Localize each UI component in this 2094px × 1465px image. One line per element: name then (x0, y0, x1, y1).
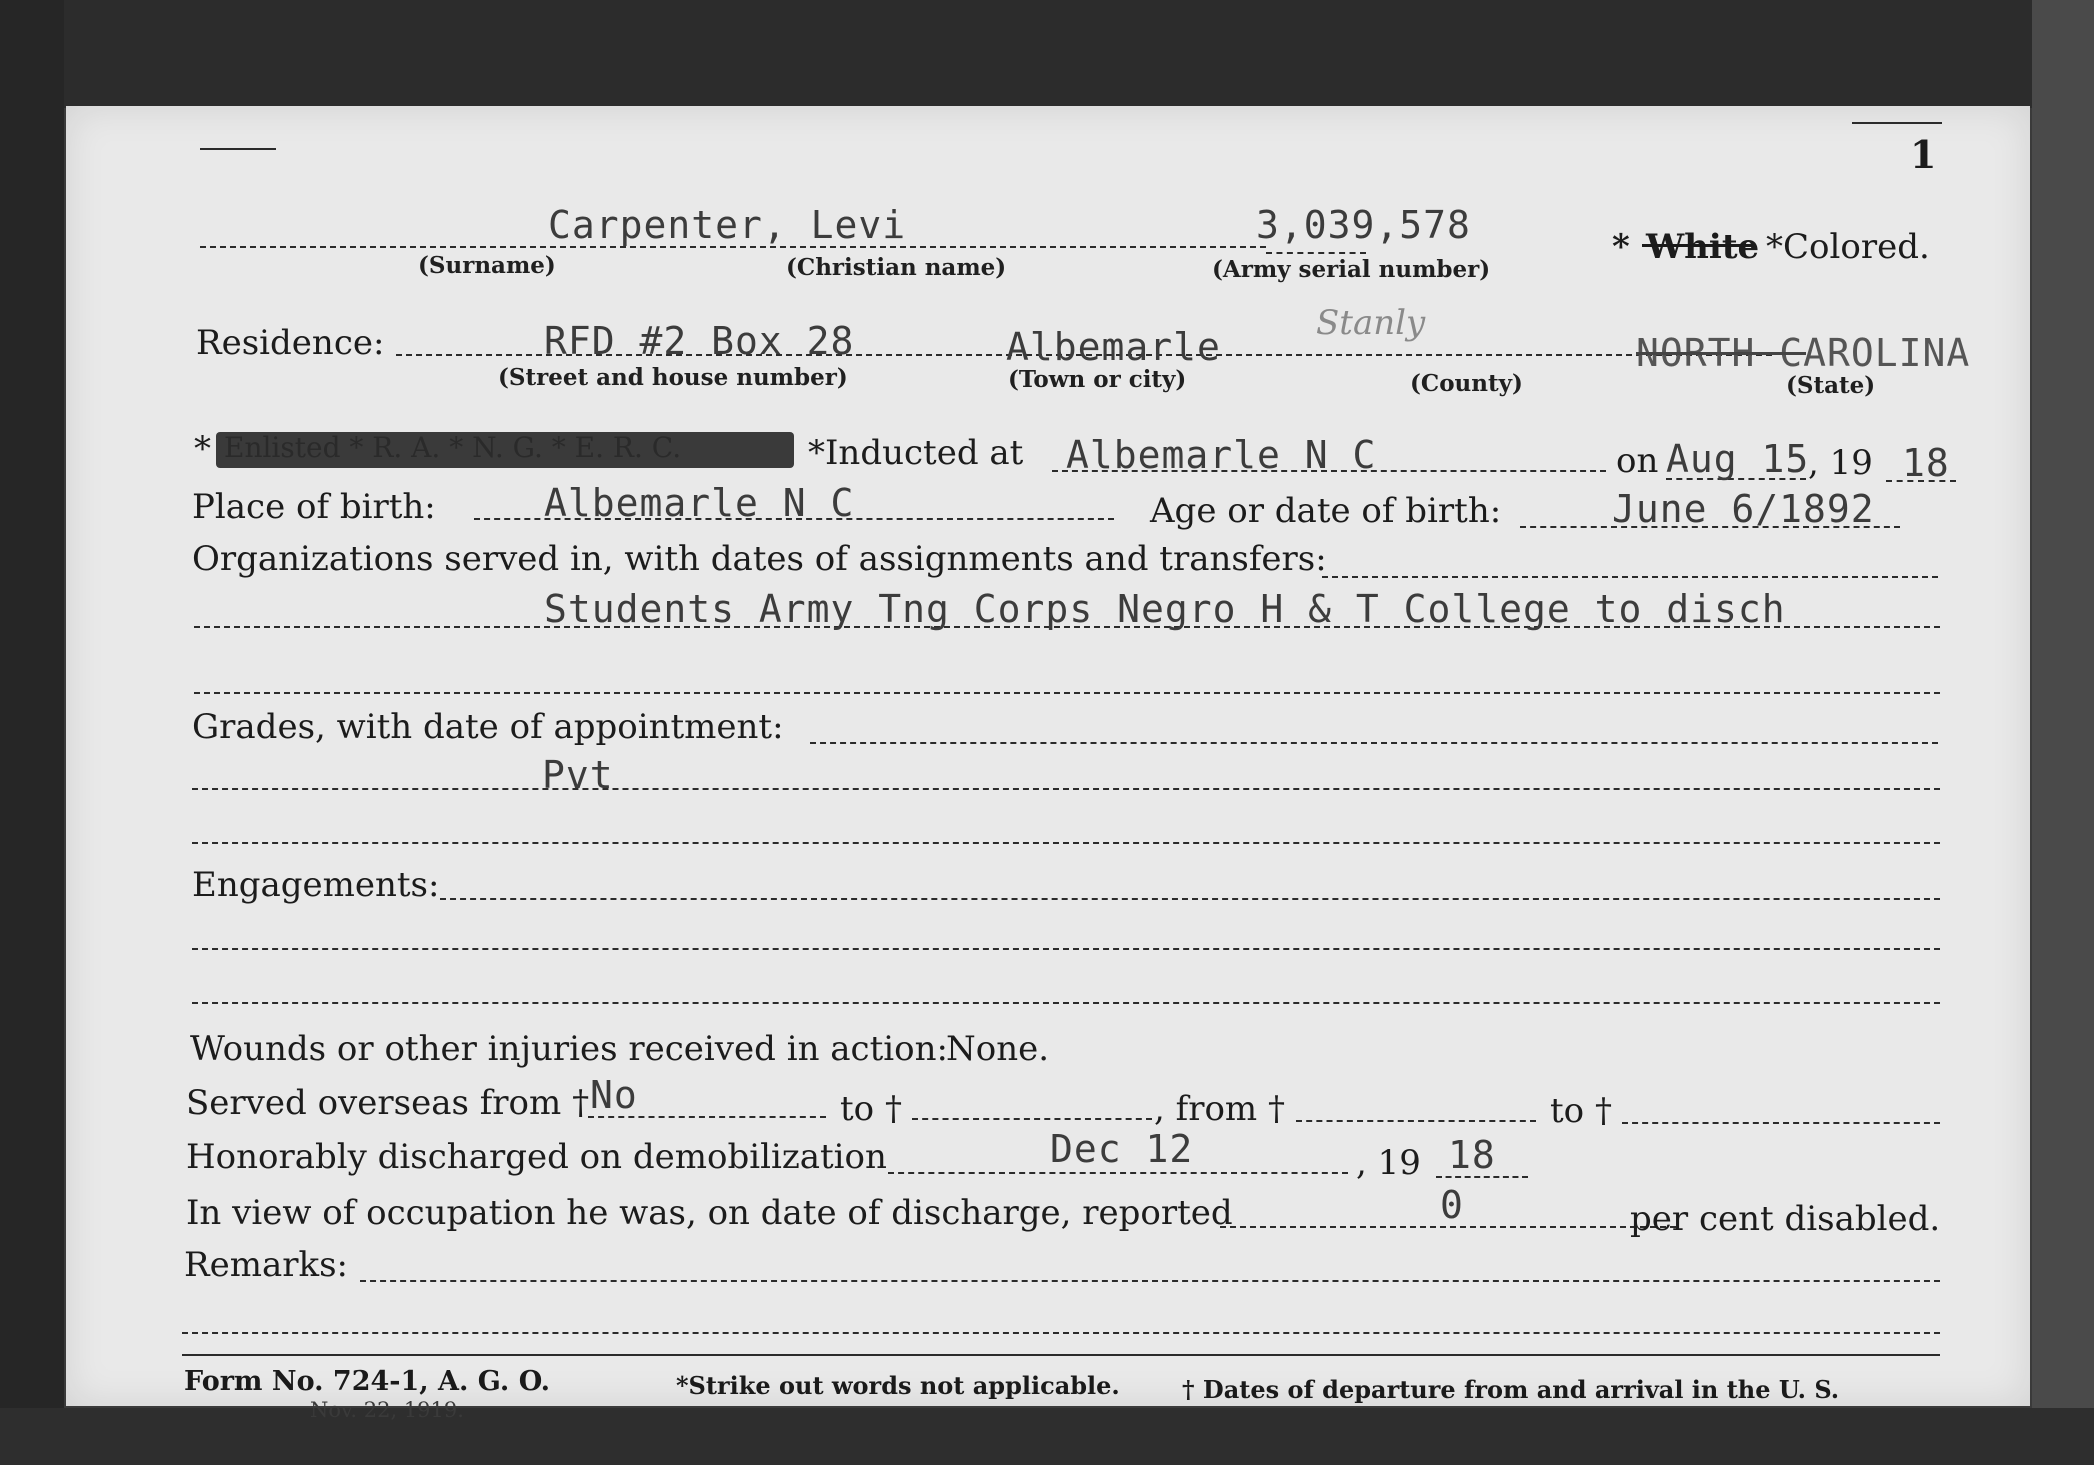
form-date: Nov. 22, 1919. (310, 1398, 464, 1422)
grades-value: Pvt (542, 753, 614, 797)
overseas-to-label: to † (840, 1089, 902, 1129)
residence-street: RFD #2 Box 28 (544, 319, 855, 363)
grades-line-1 (810, 742, 1938, 744)
engagements-line-2 (192, 948, 1940, 950)
race-white-struck: White (1646, 227, 1760, 267)
organizations-value: Students Army Tng Corps Negro H & T College to disch (544, 587, 1786, 631)
organizations-line-1 (1322, 576, 1938, 578)
serial-trailing-line (1266, 252, 1366, 254)
overseas-to2-line (1622, 1122, 1940, 1124)
footer-rule (182, 1354, 1940, 1356)
inducted-date: Aug 15 (1666, 437, 1810, 481)
discharge-year-prefix: , 19 (1356, 1143, 1421, 1183)
organizations-line-3 (194, 692, 1940, 694)
serial-value: 3,039,578 (1256, 203, 1471, 247)
grades-line-2 (192, 788, 1940, 790)
name-value: Carpenter, Levi (548, 203, 907, 247)
grades-label: Grades, with date of appointment: (192, 707, 784, 747)
struck-enlisted-options (216, 432, 794, 468)
overseas-to2-label: to † (1550, 1091, 1612, 1131)
form-number: Form No. 724-1, A. G. O. (184, 1366, 551, 1397)
inducted-year-prefix: , 19 (1808, 443, 1873, 483)
county-label: (County) (1410, 370, 1523, 397)
disability-label: In view of occupation he was, on date of discharge, reported (186, 1193, 1233, 1233)
disability-value: 0 (1440, 1183, 1464, 1227)
inducted-place: Albemarle N C (1066, 433, 1377, 477)
birth-place-label: Place of birth: (192, 487, 436, 527)
grades-line-3 (192, 842, 1940, 844)
footnote-dates: † Dates of departure from and arrival in the U. S. (1182, 1375, 1840, 1404)
state-label: (State) (1786, 372, 1876, 399)
background-left (0, 0, 64, 1465)
page-number: 1 (1910, 132, 1937, 177)
footnote-strike-out: *Strike out words not applicable. (676, 1371, 1120, 1400)
residence-town: Albemarle (1006, 325, 1221, 369)
overseas-from-value: No (590, 1073, 638, 1117)
engagements-line-3 (192, 1002, 1940, 1004)
residence-state: NORTH CAROLINA (1636, 331, 1971, 375)
discharge-year: 18 (1448, 1133, 1496, 1177)
wounds-label: Wounds or other injuries received in action: (190, 1029, 948, 1069)
inducted-year: 18 (1902, 441, 1950, 485)
race-colored: *Colored. (1766, 227, 1930, 267)
top-left-rule (200, 148, 276, 150)
overseas-from2-label: , from † (1154, 1089, 1285, 1129)
discharge-date: Dec 12 (1050, 1127, 1194, 1171)
serial-label: (Army serial number) (1212, 256, 1491, 283)
background-right (2032, 0, 2094, 1465)
discharge-date-line (888, 1172, 1348, 1174)
state-strikethrough (1636, 352, 1806, 355)
birth-date-label: Age or date of birth: (1150, 491, 1502, 531)
background-top (0, 0, 2094, 108)
overseas-from-label: Served overseas from † (186, 1083, 590, 1123)
overseas-from2-line (1296, 1120, 1536, 1122)
street-label: (Street and house number) (498, 364, 848, 391)
engagements-label: Engagements: (192, 865, 440, 905)
top-right-rule (1852, 122, 1942, 124)
remarks-line-1 (360, 1280, 1940, 1282)
birth-place: Albemarle N C (544, 481, 855, 525)
draft-service-card (66, 106, 2030, 1422)
discharge-label: Honorably discharged on demobilization (186, 1137, 887, 1177)
disability-suffix: per cent disabled. (1630, 1199, 1941, 1239)
inducted-at-label: *Inducted at (808, 433, 1024, 473)
residence-label: Residence: (196, 323, 385, 363)
birth-date: June 6/1892 (1612, 487, 1875, 531)
surname-label: (Surname) (418, 252, 556, 279)
christian-name-label: (Christian name) (786, 254, 1007, 281)
wounds-value: None. (946, 1029, 1050, 1069)
town-label: (Town or city) (1008, 366, 1187, 393)
organizations-label: Organizations served in, with dates of assignments and transfers: (192, 539, 1327, 579)
induction-star: * (194, 429, 211, 469)
struck-enlisted-text: Enlisted * R. A. * N. G. * E. R. C. (224, 431, 682, 464)
remarks-label: Remarks: (184, 1245, 348, 1285)
remarks-line-2 (182, 1332, 1940, 1334)
overseas-to-line (912, 1118, 1152, 1120)
race-white-prefix: * (1612, 227, 1630, 267)
residence-county-handwritten: Stanly (1316, 303, 1426, 343)
inducted-on-label: on (1616, 441, 1659, 481)
engagements-line-1 (440, 898, 1940, 900)
race-white-strikethrough (1642, 244, 1754, 247)
